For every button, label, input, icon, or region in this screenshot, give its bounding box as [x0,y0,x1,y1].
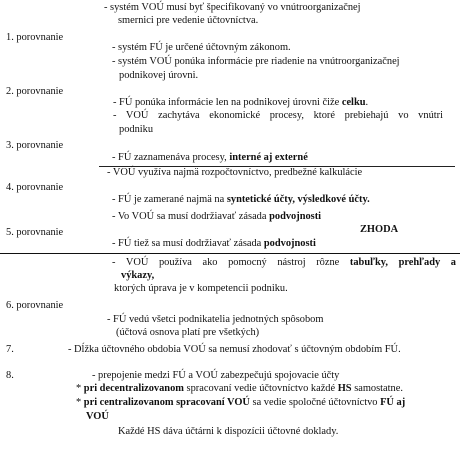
text-line: * pri decentralizovanom spracovaní vedie účtovníctvo každé HS samostatne. [76,383,403,394]
text-line: Každé HS dáva účtárni k dispozícii účtovné doklady. [118,426,339,437]
text-line: - systém FÚ je určené účtovným zákonom. [112,42,291,53]
text-line: - Vo VOÚ sa musí dodržiavať zásada podvojnosti [112,211,322,222]
text-line: - FÚ vedú všetci podnikatelia jednotných spôsobom [107,314,324,325]
text-line: - prepojenie medzi FÚ a VOÚ zabezpečujú spojovacie účty [92,370,340,381]
text-line: - FÚ tiež sa musí dodržiavať zásada podvojnosti [112,238,316,249]
text-line: ktorých úprava je v kompetencii podniku. [114,283,288,294]
text-line: - VOÚ zachytáva ekonomické procesy, ktoré prebiehajú vo vnútri [113,110,443,121]
comparison-label-3: 3. porovnanie [6,140,64,151]
text-line: * pri centralizovanom spracovaní VOÚ sa vedie spoločné účtovníctvo FÚ aj [76,397,406,408]
comparison-label-6: 6. porovnanie [6,300,64,311]
text-line: podniku [119,124,154,135]
text-line: - FÚ ponúka informácie len na podnikovej úrovni čiže celku. [113,97,369,108]
text-line: - VOÚ používa ako pomocný nástroj rôzne tabuľky, prehľady a [112,257,456,268]
text-line: výkazy, [121,270,155,281]
zhoda-label: ZHODA [360,224,399,235]
text-line: - FÚ zaznamenáva procesy, interné aj externé [112,152,308,163]
text-line: - FÚ je zamerané najmä na syntetické účty, výsledkové účty. [112,194,370,205]
comparison-label-5: 5. porovnanie [6,227,64,238]
text-line: - Dĺžka účtovného obdobia VOÚ sa nemusí zhodovať s účtovným obdobím FÚ. [68,344,401,355]
comparison-label-2: 2. porovnanie [6,86,64,97]
item-number-7: 7. [6,344,14,355]
text-line: (účtová osnova platí pre všetkých) [116,327,260,338]
text-line: VOÚ [86,411,109,422]
text-line: - systém VOÚ musí byť špecifikovaný vo vnútroorganizačnej [104,2,361,13]
comparison-label-4: 4. porovnanie [6,182,64,193]
text-line: - systém VOÚ ponúka informácie pre riadenie na vnútroorganizačnej [112,56,400,67]
text-line: podnikovej úrovni. [119,70,199,81]
text-line: - VOÚ využíva najmä rozpočtovníctvo, predbežné kalkulácie [107,167,363,178]
text-line: smernici pre vedenie účtovníctva. [118,15,259,26]
comparison-label-1: 1. porovnanie [6,32,64,43]
section-divider [0,253,460,254]
item-number-8: 8. [6,370,14,381]
